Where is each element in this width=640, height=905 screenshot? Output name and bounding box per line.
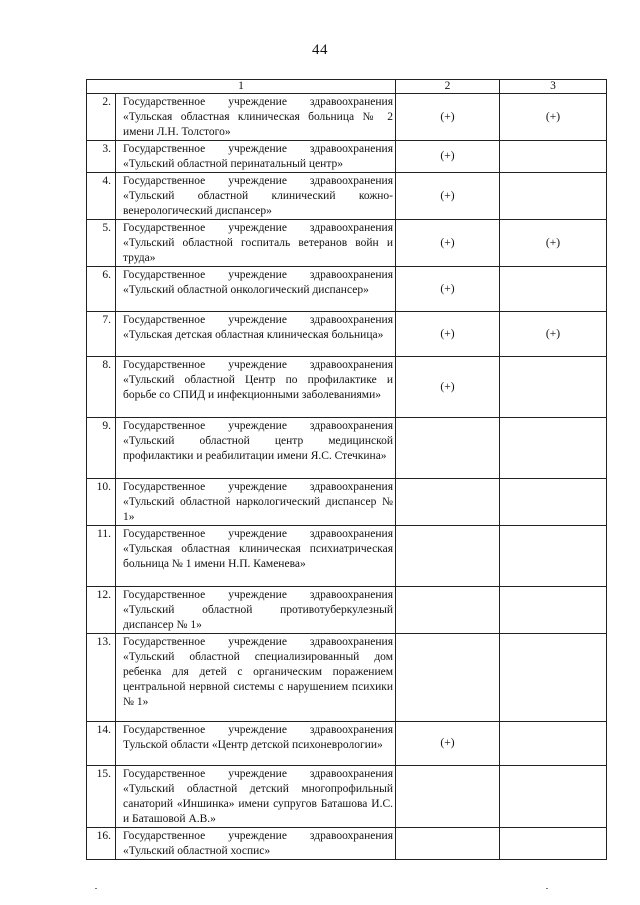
page-number: 44 [312,42,328,58]
row-number: 11. [87,526,116,587]
row-number: 8. [87,357,116,418]
col-2-mark [396,766,500,828]
col-3-mark: (+) [500,312,607,357]
table-row [87,312,607,357]
col-3-mark [500,173,607,220]
institution-name: Государственное учреждение здравоохранения «Тульский областной Центр по профилактике и борьбе со СПИД и инфекционными заболеваниями» [116,357,396,418]
col-3-mark [500,418,607,479]
row-number: 12. [87,587,116,634]
col-2-mark [396,828,500,860]
col-2-mark: (+) [396,722,500,766]
col-2-mark: (+) [396,312,500,357]
table-row [87,141,607,173]
table-row [87,94,607,141]
col-3-mark [500,587,607,634]
row-number: 2. [87,94,116,141]
scan-artifact [546,888,548,889]
table-row [87,357,607,418]
col-3-mark [500,357,607,418]
table-row [87,766,607,828]
col-3-mark: (+) [500,94,607,141]
header-col-2: 2 [396,80,500,94]
institution-name: Государственное учреждение здравоохранения «Тульская детская областная клиническая больница» [116,312,396,357]
institution-name: Государственное учреждение здравоохранения «Тульский областной центр медицинской профилактики и реабилитации имени Я.С. Стечкина» [116,418,396,479]
table-row [87,479,607,526]
institution-name: Государственное учреждение здравоохранения «Тульский областной специализированный дом ребенка для детей с органическим поражением центральной нервной системы с нарушением психики № 1» [116,634,396,722]
col-2-mark [396,418,500,479]
table-row [87,634,607,722]
table-row [87,418,607,479]
col-3-mark [500,828,607,860]
table-row [87,526,607,587]
table-row [87,173,607,220]
institution-name: Государственное учреждение здравоохранения «Тульский областной хоспис» [116,828,396,860]
col-2-mark: (+) [396,267,500,312]
table-row [87,220,607,267]
table-row [87,267,607,312]
row-number: 9. [87,418,116,479]
col-2-mark [396,634,500,722]
col-2-mark [396,587,500,634]
header-col-1: 1 [87,80,396,94]
col-2-mark: (+) [396,141,500,173]
col-2-mark: (+) [396,220,500,267]
col-3-mark: (+) [500,220,607,267]
table-row [87,587,607,634]
institution-name: Государственное учреждение здравоохранения «Тульский областной противотуберкулезный диспансер № 1» [116,587,396,634]
row-number: 7. [87,312,116,357]
col-3-mark [500,141,607,173]
institution-name: Государственное учреждение здравоохранения «Тульский областной клинический кожно-венерологический диспансер» [116,173,396,220]
institution-name: Государственное учреждение здравоохранения Тульской области «Центр детской психоневрологии» [116,722,396,766]
row-number: 13. [87,634,116,722]
table-row [87,722,607,766]
table-header-row [87,80,607,94]
col-2-mark [396,479,500,526]
institution-name: Государственное учреждение здравоохранения «Тульский областной детский многопрофильный санаторий «Иншинка» имени супругов Баташова И.С. и Баташовой А.В.» [116,766,396,828]
row-number: 6. [87,267,116,312]
row-number: 15. [87,766,116,828]
row-number: 5. [87,220,116,267]
table-row [87,828,607,860]
col-2-mark: (+) [396,173,500,220]
col-3-mark [500,479,607,526]
header-col-3: 3 [500,80,607,94]
row-number: 3. [87,141,116,173]
institution-name: Государственное учреждение здравоохранения «Тульский областной онкологический диспансер» [116,267,396,312]
col-2-mark: (+) [396,94,500,141]
row-number: 10. [87,479,116,526]
col-3-mark [500,634,607,722]
col-3-mark [500,526,607,587]
col-2-mark: (+) [396,357,500,418]
row-number: 16. [87,828,116,860]
col-3-mark [500,722,607,766]
institution-name: Государственное учреждение здравоохранения «Тульский областной наркологический диспансер № 1» [116,479,396,526]
institution-name: Государственное учреждение здравоохранения «Тульская областная клиническая психиатрическая больница № 1 имени Н.П. Каменева» [116,526,396,587]
scan-artifact [95,888,97,889]
institutions-table [86,79,607,860]
col-2-mark [396,526,500,587]
row-number: 14. [87,722,116,766]
institution-name: Государственное учреждение здравоохранения «Тульский областной перинатальный центр» [116,141,396,173]
table-body [87,80,607,860]
institution-name: Государственное учреждение здравоохранения «Тульский областной госпиталь ветеранов войн и труда» [116,220,396,267]
col-3-mark [500,766,607,828]
institution-name: Государственное учреждение здравоохранения «Тульская областная клиническая больница № 2 имени Л.Н. Толстого» [116,94,396,141]
row-number: 4. [87,173,116,220]
col-3-mark [500,267,607,312]
